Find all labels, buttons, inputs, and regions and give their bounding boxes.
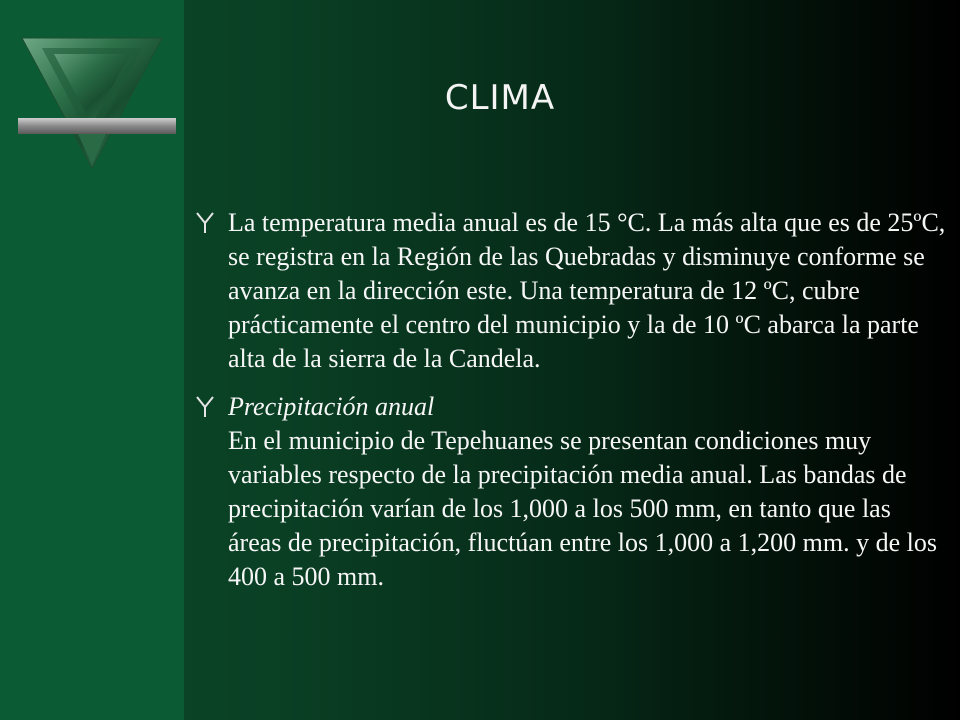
precipitation-paragraph: En el municipio de Tepehuanes se presentan condiciones muy variables respecto de la precipitación media anual. Las bandas de precipitación varían de los 1,000 a los 500 mm, en tanto que las áreas de precipitación, fluctúan entre los 1,000 a 1,200 mm. y de los 400 a 500 mm. xyxy=(228,426,938,591)
temperature-paragraph: La temperatura media anual es de 15 °C. La más alta que es de 25ºC, se registra en la Región de las Quebradas y disminuye conforme se avanza en la dirección este. Una temperatura de 12 ºC, cubre prácticamente el centro del municipio y la de 10 ºC abarca la parte alta de la sierra de la Candela. xyxy=(228,208,946,373)
y-bullet-icon xyxy=(196,212,214,234)
triangle-emblem-icon xyxy=(18,32,178,172)
bullet-list xyxy=(196,206,946,608)
list-item xyxy=(196,390,946,594)
list-item xyxy=(196,206,946,376)
y-bullet-icon xyxy=(196,396,214,418)
slide-title: CLIMA xyxy=(444,78,556,118)
precipitation-subtitle: Precipitación anual xyxy=(228,392,435,421)
